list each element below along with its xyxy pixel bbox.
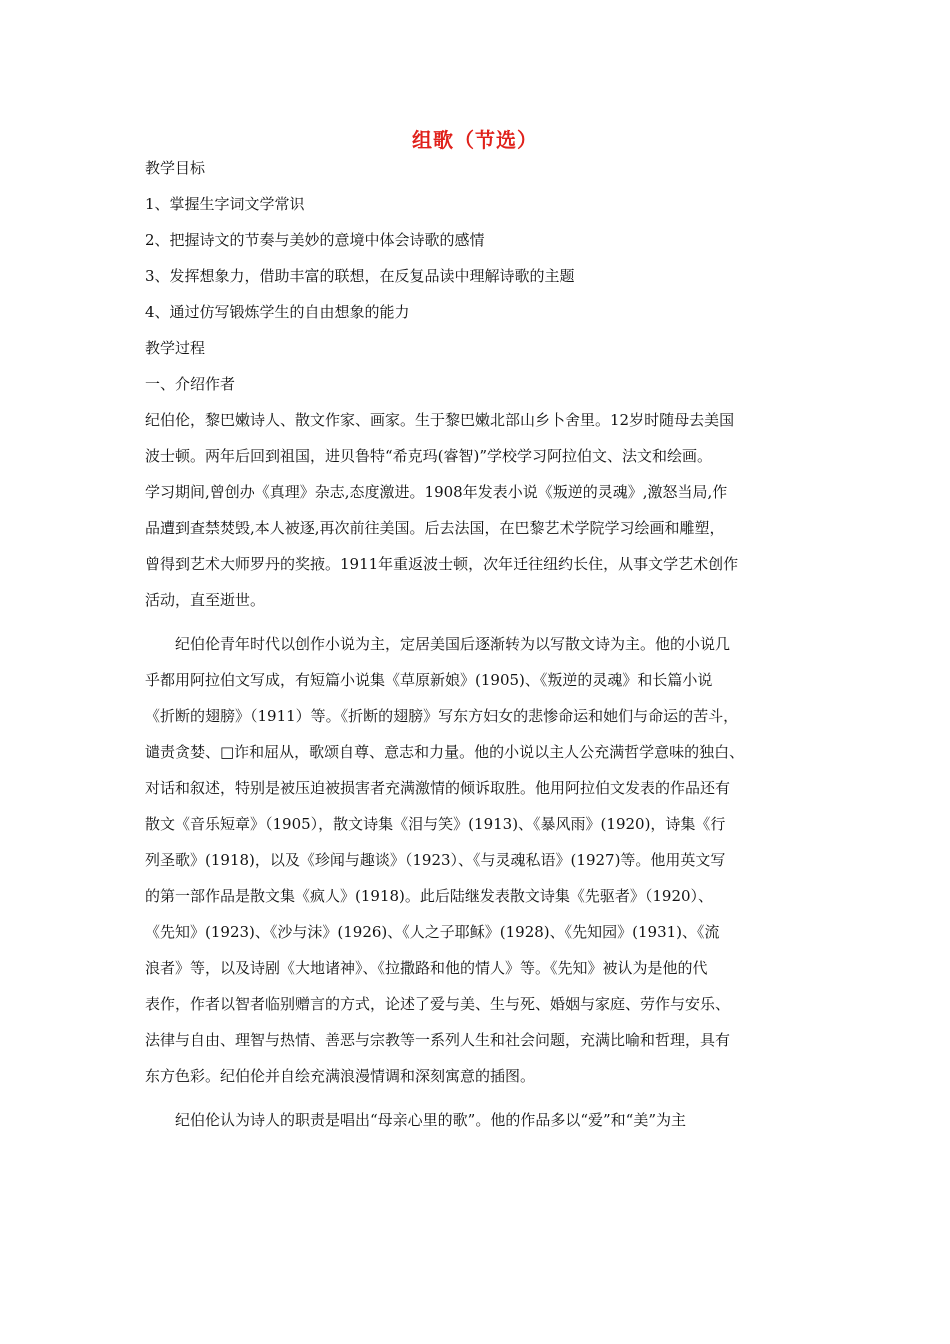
paragraph-line: 活动，直至逝世。 — [145, 591, 266, 609]
paragraph-author-intro — [145, 402, 810, 618]
paragraph-line: 纪伯伦认为诗人的职责是唱出“母亲心里的歌”。他的作品多以“爱”和“美”为主 — [175, 1111, 687, 1129]
section-heading: 一、介绍作者 — [145, 375, 236, 393]
paragraph-line: 波士顿。两年后回到祖国，进贝鲁特“希克玛(睿智)”学校学习阿拉伯文、法文和绘画。 — [145, 447, 713, 465]
objective-item: 3、发挥想象力，借助丰富的联想，在反复品读中理解诗歌的主题 — [145, 267, 575, 285]
paragraph-line: 对话和叙述，特别是被压迫被损害者充满激情的倾诉取胜。他用阿拉伯文发表的作品还有 — [145, 779, 731, 797]
paragraph-line: 表作，作者以智者临别赠言的方式，论述了爱与美、生与死、婚姻与家庭、劳作与安乐、 — [145, 995, 731, 1013]
document-body — [145, 150, 810, 1138]
objective-item: 4、通过仿写锻炼学生的自由想象的能力 — [145, 303, 410, 321]
objective-item: 2、把握诗文的节奏与美妙的意境中体会诗歌的感情 — [145, 231, 485, 249]
paragraph-line: 纪伯伦，黎巴嫩诗人、散文作家、画家。生于黎巴嫩北部山乡卜舍里。12岁时随母去美国 — [145, 411, 735, 429]
paragraph-line: 学习期间,曾创办《真理》杂志,态度激进。1908年发表小说《叛逆的灵魂》,激怒当局,作 — [145, 483, 728, 501]
paragraph-line: 乎都用阿拉伯文写成，有短篇小说集《草原新娘》(1905)、《叛逆的灵魂》和长篇小说 — [145, 671, 713, 689]
paragraph-poet-duty — [145, 1102, 810, 1138]
document-title: 组歌（节选） — [412, 128, 538, 152]
paragraph-line: 东方色彩。纪伯伦并自绘充满浪漫情调和深刻寓意的插图。 — [145, 1067, 536, 1085]
paragraph-line: 散文《音乐短章》（1905），散文诗集《泪与笑》(1913)、《暴风雨》(1920)，诗集《行 — [145, 815, 726, 833]
paragraph-line: 《先知》(1923)、《沙与沫》(1926)、《人之子耶稣》(1928)、《先知园》(1931)、《流 — [145, 923, 720, 941]
objective-item: 1、掌握生字词文学常识 — [145, 195, 305, 213]
paragraph-line: 浪者》等，以及诗剧《大地诸神》、《拉撒路和他的情人》等。《先知》被认为是他的代 — [145, 959, 708, 977]
paragraph-line: 品遭到查禁焚毁,本人被逐,再次前往美国。后去法国，在巴黎艺术学院学习绘画和雕塑， — [145, 519, 725, 537]
paragraph-line: 纪伯伦青年时代以创作小说为主，定居美国后逐渐转为以写散文诗为主。他的小说几 — [175, 635, 731, 653]
paragraph-line: 曾得到艺术大师罗丹的奖掖。1911年重返波士顿，次年迁往纽约长住，从事文学艺术创作 — [145, 555, 739, 573]
process-heading: 教学过程 — [145, 339, 206, 357]
paragraph-line: 法律与自由、理智与热情、善恶与宗教等一系列人生和社会问题，充满比喻和哲理，具有 — [145, 1031, 731, 1049]
paragraph-line: 谴责贪婪、□诈和屈从，歌颂自尊、意志和力量。他的小说以主人公充满哲学意味的独白、 — [145, 743, 745, 761]
paragraph-line: 《折断的翅膀》（1911）等。《折断的翅膀》写东方妇女的悲惨命运和她们与命运的苦斗， — [145, 707, 739, 725]
paragraph-line: 列圣歌》(1918)，以及《珍闻与趣谈》（1923）、《与灵魂私语》(1927)等。他用英文写 — [145, 851, 726, 869]
objectives-heading: 教学目标 — [145, 159, 206, 177]
paragraph-line: 的第一部作品是散文集《疯人》(1918)。此后陆继发表散文诗集《先驱者》（1920）、 — [145, 887, 714, 905]
paragraph-works — [145, 626, 810, 1094]
